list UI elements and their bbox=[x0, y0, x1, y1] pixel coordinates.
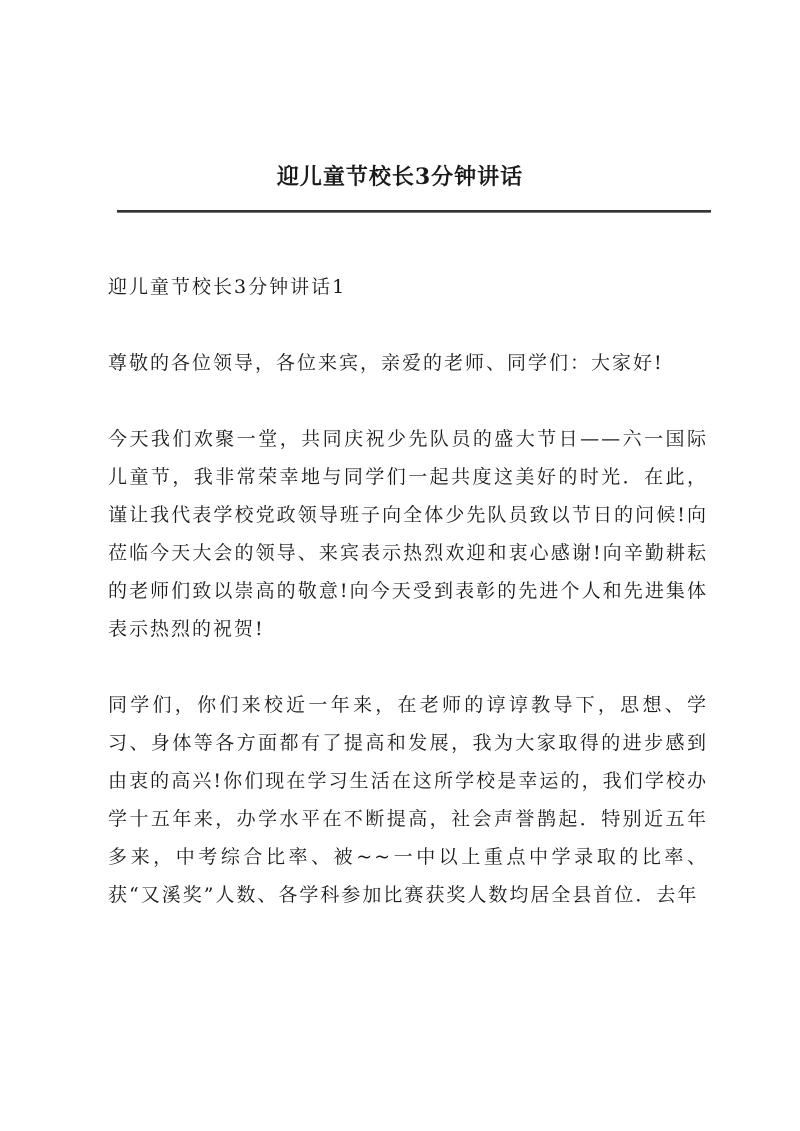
paragraph-greeting: 尊敬的各位领导，各位来宾，亲爱的老师、同学们：大家好! bbox=[108, 352, 664, 374]
section-heading: 迎儿童节校长3分钟讲话1 bbox=[108, 276, 347, 298]
paragraph-celebration: 今天我们欢聚一堂，共同庆祝少先队员的盛大节日——六一国际儿童节，我非常荣幸地与同学们一起共度这美好的时光．在此，谨让我代表学校党政领导班子向全体少先队员致以节日的问候!向莅临今天大会的领导、来宾表示热烈欢迎和衷心感谢!向辛勤耕耘的老师们致以崇高的敬意!向今天受到表彰的先进个人和先进集体表示热烈的祝贺! bbox=[108, 428, 708, 640]
page-title: 迎儿童节校长3分钟讲话 bbox=[276, 164, 524, 190]
document-body bbox=[108, 268, 708, 952]
paragraph-achievements: 同学们，你们来校近一年来，在老师的谆谆教导下，思想、学习、身体等各方面都有了提高和发展，我为大家取得的进步感到由衷的高兴!你们现在学习生活在这所学校是幸运的，我们学校办学十五年来，办学水平在不断提高，社会声誉鹊起．特别近五年多来，中考综合比率、被~~一中以上重点中学录取的比率、获“又溪奖”人数、各学科参加比赛获奖人数均居全县首位．去年 bbox=[108, 694, 708, 906]
title-divider bbox=[117, 210, 711, 213]
